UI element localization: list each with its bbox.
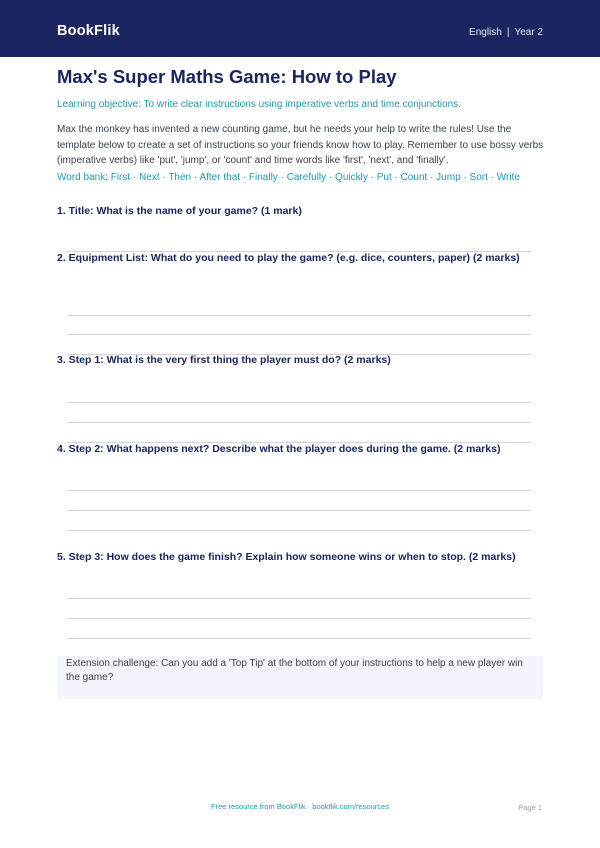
- intro-paragraph: Max the monkey has invented a new counting game, but he needs your help to write the rules! Use the template below to create a set of instructions so your friends know how to play. Remember to use bossy verbs (imperative verbs) like 'put', 'jump', or 'count' and time words like 'first', 'next', and 'finally'.: [57, 124, 544, 167]
- answer-line[interactable]: [67, 422, 531, 423]
- footer-resource-link[interactable]: Free resource from BookFlik · bookflik.com/resources: [211, 802, 389, 811]
- answer-line[interactable]: [67, 402, 531, 403]
- learning-objective: Learning objective: To write clear instructions using imperative verbs and time conjunctions.: [57, 99, 461, 110]
- subject-label: English: [469, 27, 502, 38]
- word-bank: Word bank: First · Next · Then · After that · Finally · Carefully · Quickly · Put · Count · Jump · Sort · Write: [57, 172, 520, 183]
- question-1: 1. Title: What is the name of your game? (1 mark): [57, 205, 302, 217]
- answer-line[interactable]: [67, 334, 531, 335]
- page-number: Page 1: [518, 803, 542, 812]
- answer-line[interactable]: [67, 490, 531, 491]
- answer-line[interactable]: [67, 638, 531, 639]
- question-4: 4. Step 2: What happens next? Describe what the player does during the game. (2 marks): [57, 443, 501, 455]
- brand-logo[interactable]: BookFlik: [57, 23, 120, 39]
- answer-line[interactable]: [67, 510, 531, 511]
- worksheet-title: Max's Super Maths Game: How to Play: [57, 66, 397, 87]
- question-5: 5. Step 3: How does the game finish? Explain how someone wins or when to stop. (2 marks): [57, 551, 516, 563]
- answer-line[interactable]: [67, 598, 531, 599]
- extension-challenge-text: Extension challenge: Can you add a 'Top Tip' at the bottom of your instructions to help a new player win the game?: [66, 658, 523, 683]
- answer-line[interactable]: [67, 618, 531, 619]
- level-label: Year 2: [514, 27, 543, 38]
- answer-line[interactable]: [67, 530, 531, 531]
- extension-challenge-box: [57, 656, 543, 699]
- site-header: [0, 0, 600, 57]
- answer-line[interactable]: [67, 315, 531, 316]
- meta-separator: |: [506, 27, 510, 38]
- header-meta: [469, 27, 543, 38]
- question-3: 3. Step 1: What is the very first thing the player must do? (2 marks): [57, 354, 391, 366]
- question-2: 2. Equipment List: What do you need to play the game? (e.g. dice, counters, paper) (2 marks): [57, 252, 520, 264]
